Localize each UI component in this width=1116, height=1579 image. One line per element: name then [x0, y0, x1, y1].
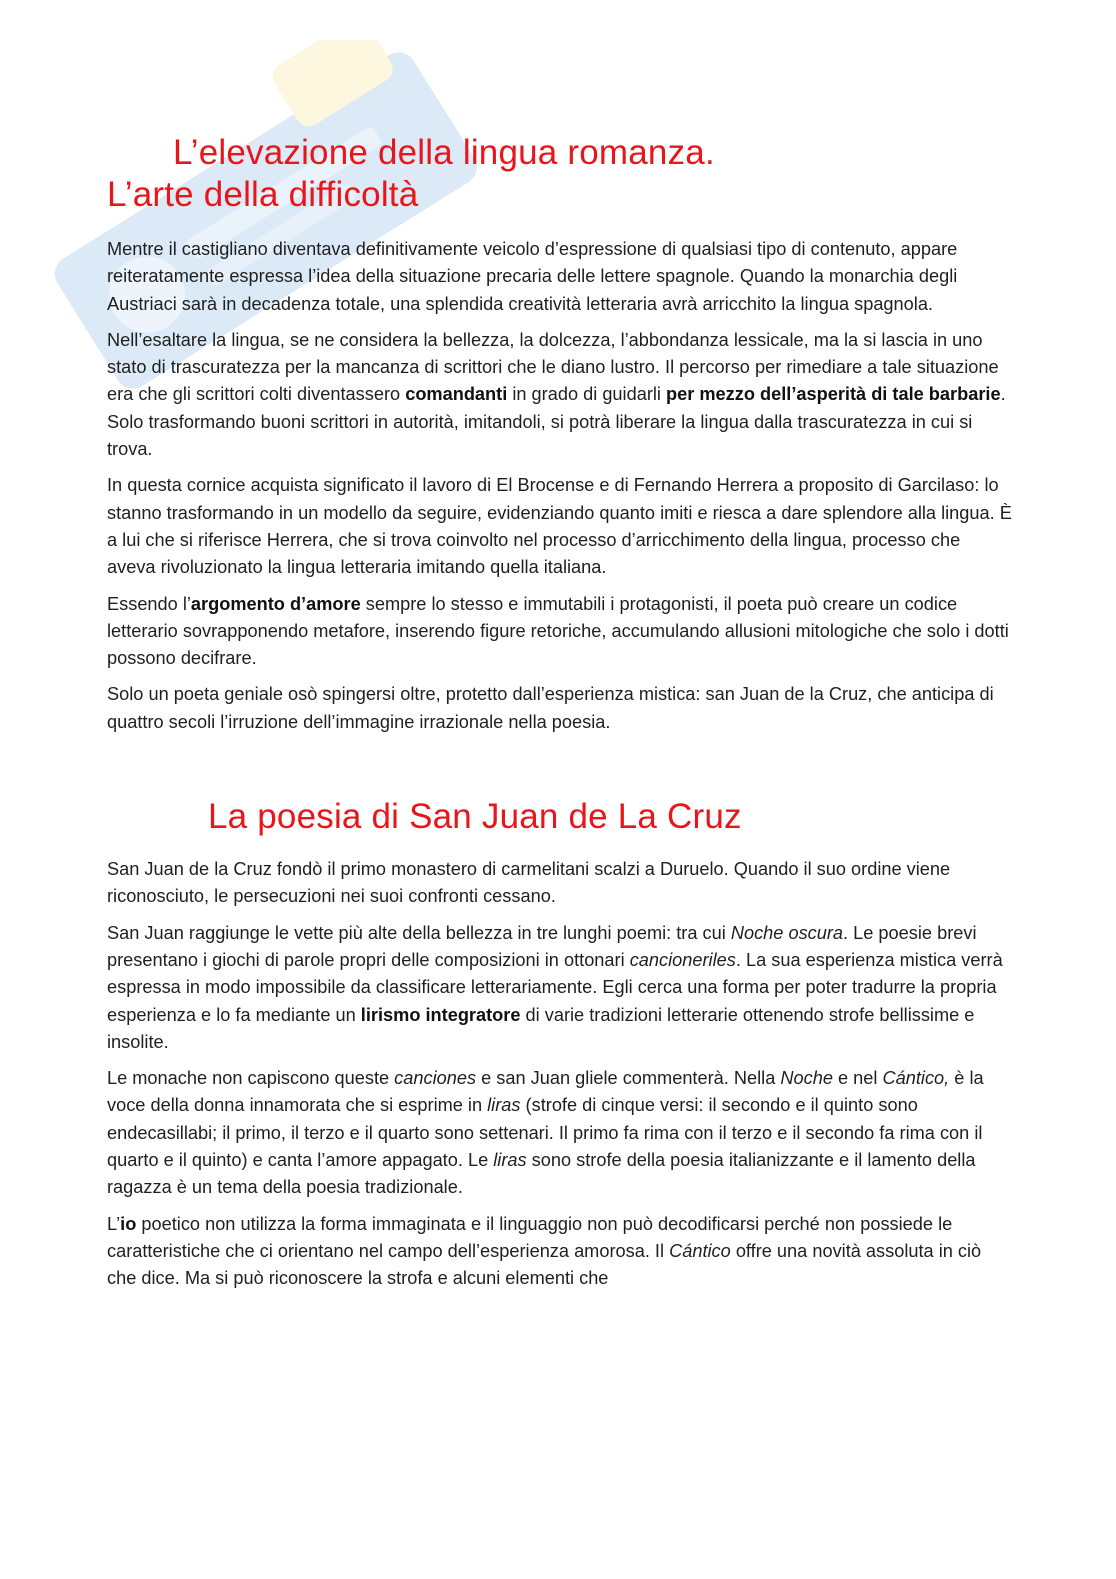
paragraph-esaltare-lingua	[107, 327, 1012, 463]
italic-cancioneriles: cancioneriles	[629, 949, 736, 970]
text-run: sempre lo stesso e immutabili i protagonisti, il poeta può creare un codice letterario sovrapponendo metafore, inserendo figure retoriche, accumulando allusioni mitologiche che solo i dotti possono decifrare.	[107, 593, 1009, 669]
italic-liras: liras	[487, 1095, 521, 1116]
italic-liras: liras	[493, 1150, 527, 1171]
bold-argomento-amore: argomento d’amore	[190, 593, 361, 614]
text-run: San Juan raggiunge le vette più alte della bellezza in tre lunghi poemi: tra cui	[107, 922, 731, 943]
text-run: è la voce della donna innamorata che si esprime in	[107, 1068, 984, 1116]
text-run: . Le poesie brevi presentano i giochi di parole propri delle composizioni in ottonari	[107, 922, 977, 970]
text-run: Nell’esaltare la lingua, se ne considera la bellezza, la dolcezza, l’abbondanza lessicale, ma la si lascia in uno stato di trascuratezza per la mancanza di scrittori che le diano lustro. Il percorso per rimediare a tale situazione era che gli scrittori colti diventassero	[107, 329, 999, 405]
text-run: di varie tradizioni letterarie ottenendo strofe bellissime e insolite.	[107, 1004, 975, 1052]
document-page	[107, 132, 1012, 1302]
section-title-san-juan: La poesia di San Juan de La Cruz	[208, 797, 742, 837]
text-run: e san Juan gliele commenterà. Nella	[476, 1068, 781, 1089]
text-run: sono strofe della poesia italianizzante e il lamento della ragazza è un tema della poesia tradizionale.	[107, 1150, 976, 1198]
paragraph-castigliano: Mentre il castigliano diventava definitivamente veicolo d’espressione di qualsiasi tipo di contenuto, appare reiteratamente espressa l’idea della situazione precaria delle lettere spagnole. Quando la monarchia degli Austriaci sarà in decadenza totale, una splendida creatività letteraria avrà arricchito la lingua spagnola.	[107, 239, 958, 314]
italic-cantico: Cántico	[669, 1240, 731, 1261]
paragraph-brocense-herrera: In questa cornice acquista significato il lavoro di El Brocense e di Fernando Herrera a proposito di Garcilaso: lo stanno trasformando in un modello da seguire, evidenziando quanto imiti e riesca a dare splendore alla lingua. È a lui che si riferisce Herrera, che si trova coinvolto nel processo d’arricchimento della lingua, processo che aveva rivoluzionato la lingua letteraria imitando quella italiana.	[107, 475, 1012, 578]
paragraph-poemi	[107, 920, 1012, 1056]
bold-lirismo-integratore: lirismo integratore	[360, 1004, 521, 1025]
paragraph-poeta-geniale: Solo un poeta geniale osò spingersi oltre, protetto dall’esperienza mistica: san Juan de la Cruz, che anticipa di quattro secoli l’irruzione dell’immagine irrazionale nella poesia.	[107, 684, 994, 732]
text-run: (strofe di cinque versi: il secondo e il quinto sono endecasillabi; il primo, il terzo e il quarto sono settenari. Il primo fa rima con il terzo e il secondo fa rima con il quarto e il quinto) e canta l’amore appagato. Le	[107, 1095, 983, 1171]
paragraph-monache	[107, 1065, 1012, 1201]
title-line-2: L’arte della difficoltà	[107, 175, 419, 214]
text-run: e nel	[832, 1068, 883, 1089]
text-run: poetico non utilizza la forma immaginata e il linguaggio non può decodificarsi perché non possiede le caratteristiche che ci orientano nel campo dell’esperienza amorosa. Il	[107, 1213, 953, 1261]
text-run: in grado di guidarli	[507, 384, 667, 405]
bold-comandanti: comandanti	[405, 384, 508, 405]
section-title-elevazione	[107, 132, 1012, 216]
bold-io: io	[120, 1213, 137, 1234]
text-run: offre una novità assoluta in ciò che dice. Ma si può riconoscere la strofa e alcuni elementi che	[107, 1240, 982, 1289]
text-run: Essendo l’	[107, 593, 191, 614]
text-run: . La sua esperienza mistica verrà espressa in modo impossibile da classificare letterariamente. Egli cerca una forma per poter tradurre la propria esperienza e lo fa mediante un	[107, 949, 1003, 1025]
title-line-1: L’elevazione della lingua romanza.	[173, 133, 715, 172]
paragraph-monastero: San Juan de la Cruz fondò il primo monastero di carmelitani scalzi a Duruelo. Quando il suo ordine viene riconosciuto, le persecuzioni nei suoi confronti cessano.	[107, 859, 951, 907]
italic-canciones: canciones	[394, 1068, 477, 1089]
paragraph-io-poetico	[107, 1211, 1012, 1293]
paragraph-argomento-amore	[107, 591, 1012, 673]
italic-noche-oscura: Noche oscura	[730, 922, 844, 943]
italic-cantico: Cántico,	[882, 1068, 950, 1089]
text-run: Le monache non capiscono queste	[107, 1068, 395, 1089]
text-run: . Solo trasformando buoni scrittori in autorità, imitandoli, si potrà liberare la lingua dalla trascuratezza in cui si trova.	[107, 384, 1006, 460]
bold-asperita: per mezzo dell’asperità di tale barbarie	[666, 384, 1001, 405]
text-run: L’	[107, 1213, 121, 1234]
italic-noche: Noche	[780, 1068, 833, 1089]
